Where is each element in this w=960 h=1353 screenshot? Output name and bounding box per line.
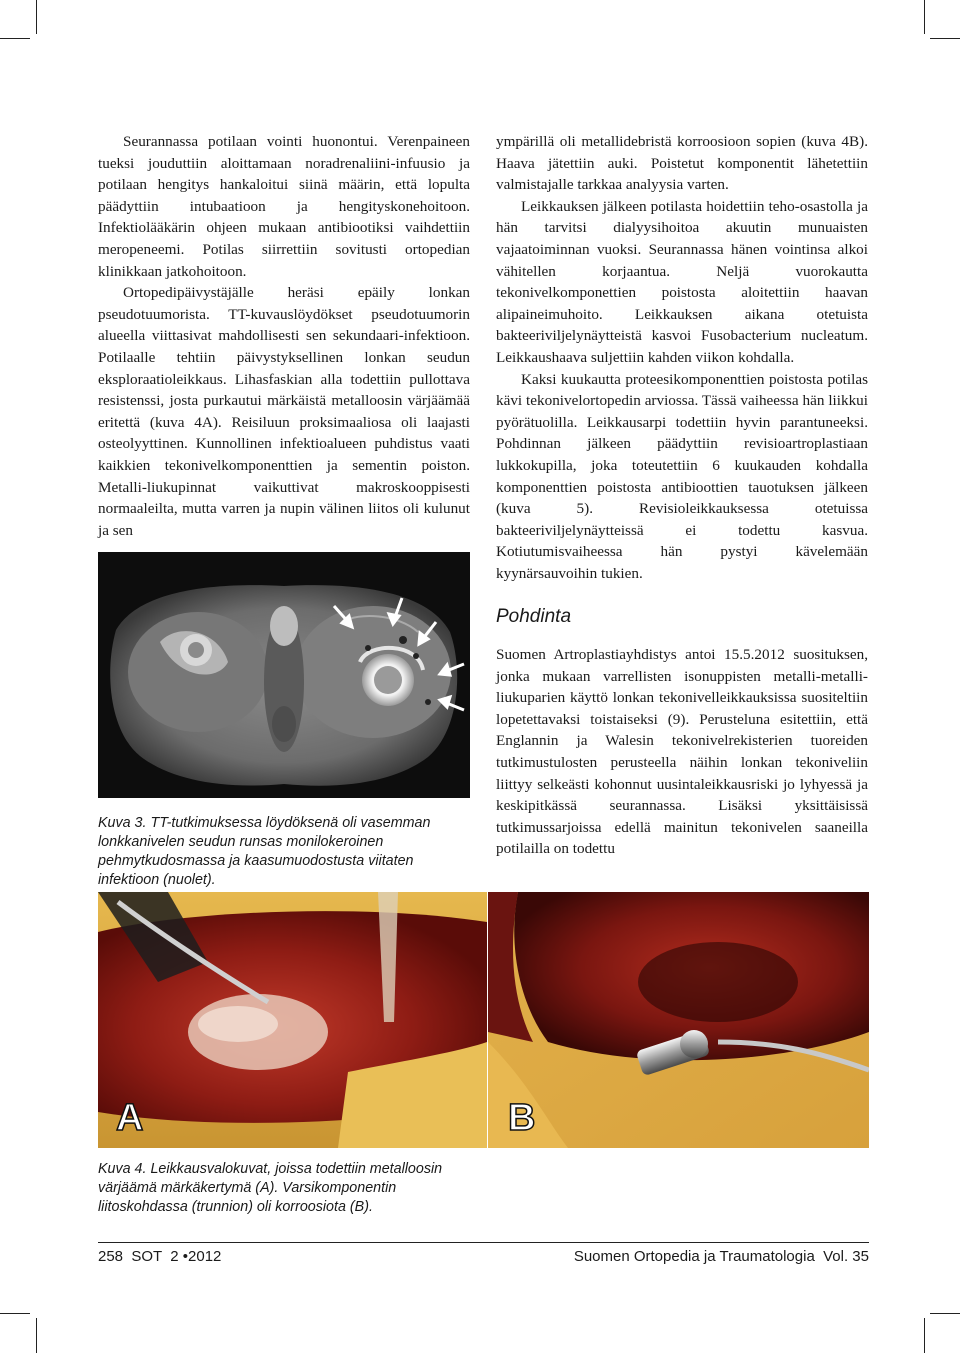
surgery-photo-a — [98, 892, 487, 1148]
crop-mark — [0, 38, 30, 39]
body-paragraph: Kaksi kuukautta proteesikomponenttien poistosta potilas kävi tekonivelortopedin arviossa. Tässä vaiheessa hän liikkui pyörätuolilla. Leikkausarpi todettiin hyvin parantuneeksi. Pohdinnan jälkeen päädyttiin revisioartroplastiaan lukkokupilla, joka toteutettiin 6 kuukauden kohdalla komponenttien poistosta antibioottien tauotuksen jälkeen (kuva 5). Revisioleikkauksessa otetuissa bakteeriviljelynäytteissä ei todettu kasvua. Kotiutumisvaiheessa hän pystyi kävelemään kyynärsauvoihin tukien. — [496, 370, 868, 582]
crop-mark — [930, 38, 960, 39]
ct-scan-image — [98, 552, 470, 798]
surgery-photo-a-drawing — [98, 892, 487, 1148]
body-paragraph: Ortopedipäivystäjälle heräsi epäily lonkan pseudotuumorista. TT-kuvauslöydökset pseudotuumorin alueella viittasivat mahdollisesti sen sekundaari-infektioon. Potilaalle tehtiin päivystyksellinen lonkan seudun eksploraatioleikkaus. Lihasfaskian alla todettiin pullottava resistenssi, josta purkautui märkäistä metalloosin värjäämää eritettä (kuva 4A). Reisiluun proksimaaliosa oli laajasti osteolyyttinen. Kunnollinen infektioalueen puhdistus vaati kaikkien tekonivelkomponenttien ja sementin poiston. Metalli-liukupinnat vaikuttivat makroskooppisesti normaaleilta, mutta varren ja nupin välinen liitos oli kulunut ja sen — [98, 284, 470, 539]
footer-rule — [98, 1242, 869, 1243]
crop-mark — [924, 1318, 925, 1353]
crop-mark — [930, 1313, 960, 1314]
left-text-column — [98, 131, 470, 541]
crop-mark — [924, 0, 925, 34]
body-paragraph: Leikkauksen jälkeen potilasta hoidettiin teho-osastolla ja hän tarvitsi dialyysihoitoa akuutin munuaisten vajaatoiminnan vuoksi. Seurannassa hänen vointinsa alkoi vähitellen korjaantua. Neljä vuorokautta tekonivelkomponettien poistosta aloitettiin haavan alipaineimuhoito. Leikkauksen aikana otetuista bakteeriviljelynäytteistä kasvoi Fusobacterium nucleatum. Leikkaushaava suljettiin kahden viikon kohdalla. — [496, 197, 868, 366]
figure4-caption: Kuva 4. Leikkausvalokuvat, joissa todettiin metalloosin värjäämä märkäkertymä (A). Varsikomponentin liitoskohdassa (trunnion) oli korroosiota (B). — [98, 1161, 443, 1215]
footer-journal-name: Suomen Ortopedia ja Traumatologia Vol. 35 — [573, 1248, 869, 1265]
footer-page-info: 258 SOT 2 •2012 — [98, 1248, 222, 1265]
body-paragraph: ympärillä oli metallidebristä korroosioon sopien (kuva 4B). Haava jätettiin auki. Poistetut komponentit lähetettiin valmistajalle tarkkaa analyysia varten. — [496, 133, 868, 194]
body-paragraph: Suomen Artroplastiayhdistys antoi 15.5.2012 suosituksen, jonka mukaan varrellisten isonuppisten metalli-metalli-liukuparien käyttö lonkan tekonivelleikkauksissa suositeltiin lopetettavaksi toistaiseksi (9). Perusteluna esitettiin, että Englannin ja Walesin tekonivelrekisterien tuoreiden tutkimustulosten perusteella näihin lonkan tekoniveliin liittyy selkeästi kohonnut uusintaleikkausriski jo lyhyessä ja keskipitkässä seurannassa. Lisäksi yksittäisissä tutkimussarjoissa edellä mainitun tekonivelen saaneilla potilailla on todettu — [496, 646, 868, 858]
body-paragraph: Seurannassa potilaan vointi huonontui. Verenpaineen tueksi jouduttiin aloittamaan noradrenaliini-infuusio ja potilaan hengitys hankaloitui siinä määrin, että lopulta päädyttiin intubaatioon ja hengityskonehoitoon. Infektiolääkärin ohjeen mukaan antibiootiksi vaihdettiin meropeneemi. Potilas siirrettiin sovitusti ortopedian klinikkaan jatkohoitoon. — [98, 133, 470, 280]
crop-mark — [36, 0, 37, 34]
crop-mark — [36, 1318, 37, 1353]
panel-letter-a: A — [116, 1097, 144, 1139]
ct-scan-drawing — [98, 552, 470, 798]
surgery-photo-b — [488, 892, 869, 1148]
figure3-caption: Kuva 3. TT-tutkimuksessa löydöksenä oli vasemman lonkkanivelen seudun runsas monilokeroinen pehmytkudosmassa ja kaasumuodostusta viitaten infektioon (nuolet). — [98, 815, 431, 888]
surgery-photo-b-drawing — [488, 892, 869, 1148]
panel-letter-b: B — [508, 1097, 536, 1139]
right-text-column — [496, 131, 868, 860]
crop-mark — [0, 1313, 30, 1314]
section-heading: Pohdinta — [496, 606, 572, 628]
